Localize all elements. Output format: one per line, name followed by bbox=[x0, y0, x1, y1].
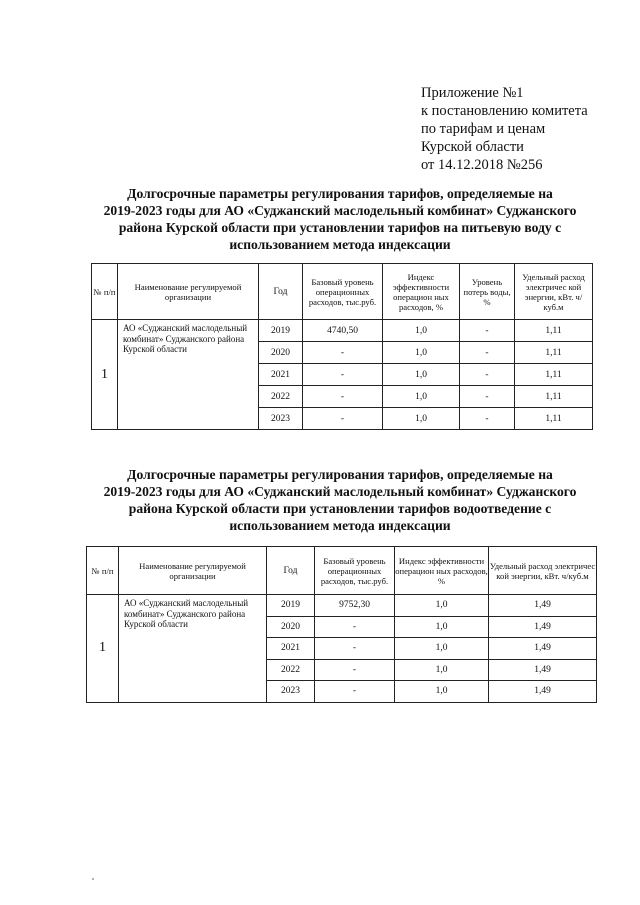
col-header-base: Базовый уровень операционных расходов, тыс.руб. bbox=[303, 264, 383, 320]
cell-base: - bbox=[303, 386, 383, 408]
cell-base: - bbox=[303, 342, 383, 364]
cell-loss: - bbox=[460, 364, 515, 386]
appendix-line-2: к постановлению комитета bbox=[421, 103, 588, 119]
section1-title-line: 2019-2023 годы для АО «Суджанский маслодельный комбинат» Суджанского bbox=[103, 203, 577, 218]
cell-base: - bbox=[315, 681, 395, 703]
col-header-loss: Уровень потерь воды, % bbox=[460, 264, 515, 320]
cell-loss: - bbox=[460, 386, 515, 408]
row-number: 1 bbox=[87, 595, 119, 703]
cell-energy: 1,49 bbox=[489, 681, 597, 703]
col-header-base: Базовый уровень операционных расходов, тыс.руб. bbox=[315, 547, 395, 595]
col-header-energy: Удельный расход электричес кой энергии, кВт. ч/куб.м bbox=[515, 264, 593, 320]
cell-energy: 1,11 bbox=[515, 320, 593, 342]
cell-base: 4740,50 bbox=[303, 320, 383, 342]
organization-name: АО «Суджанский маслодельный комбинат» Суджанского района Курской области bbox=[118, 320, 259, 430]
cell-year: 2019 bbox=[267, 595, 315, 617]
cell-year: 2020 bbox=[267, 616, 315, 638]
cell-year: 2021 bbox=[267, 638, 315, 660]
col-header-org: Наименование регулируемой организации bbox=[118, 264, 259, 320]
appendix-header bbox=[421, 84, 588, 174]
appendix-line-1: Приложение №1 bbox=[421, 85, 524, 101]
cell-index: 1,0 bbox=[383, 320, 460, 342]
section2-title-line: Долгосрочные параметры регулирования тарифов, определяемые на bbox=[127, 467, 553, 482]
cell-year: 2022 bbox=[267, 659, 315, 681]
cell-base: - bbox=[303, 364, 383, 386]
cell-base: 9752,30 bbox=[315, 595, 395, 617]
row-number: 1 bbox=[92, 320, 118, 430]
wastewater-table bbox=[86, 546, 597, 703]
section2-title-line: 2019-2023 годы для АО «Суджанский маслодельный комбинат» Суджанского bbox=[103, 484, 577, 499]
cell-energy: 1,49 bbox=[489, 659, 597, 681]
appendix-line-4: Курской области bbox=[421, 139, 524, 155]
cell-index: 1,0 bbox=[395, 681, 489, 703]
section1-title-line: Долгосрочные параметры регулирования тарифов, определяемые на bbox=[127, 186, 553, 201]
cell-index: 1,0 bbox=[383, 408, 460, 430]
cell-energy: 1,49 bbox=[489, 638, 597, 660]
section1-title-line: использованием метода индексации bbox=[229, 237, 451, 252]
cell-year: 2019 bbox=[259, 320, 303, 342]
col-header-index: Индекс эффективности операцион ных расходов, % bbox=[395, 547, 489, 595]
cell-year: 2021 bbox=[259, 364, 303, 386]
cell-year: 2023 bbox=[259, 408, 303, 430]
section2-title-line: использованием метода индексации bbox=[229, 518, 451, 533]
scan-speck bbox=[92, 878, 94, 880]
section1-title-line: района Курской области при установлении тарифов на питьевую воду с bbox=[118, 220, 562, 235]
cell-energy: 1,11 bbox=[515, 342, 593, 364]
appendix-line-3: по тарифам и ценам bbox=[421, 121, 546, 137]
cell-index: 1,0 bbox=[383, 342, 460, 364]
section1-title bbox=[60, 185, 620, 253]
cell-energy: 1,11 bbox=[515, 408, 593, 430]
cell-index: 1,0 bbox=[395, 638, 489, 660]
appendix-line-5: от 14.12.2018 №256 bbox=[421, 157, 543, 173]
cell-base: - bbox=[303, 408, 383, 430]
col-header-num: № п/п bbox=[92, 264, 118, 320]
cell-energy: 1,11 bbox=[515, 364, 593, 386]
cell-energy: 1,11 bbox=[515, 386, 593, 408]
col-header-num: № п/п bbox=[87, 547, 119, 595]
cell-loss: - bbox=[460, 342, 515, 364]
cell-year: 2023 bbox=[267, 681, 315, 703]
col-header-year: Год bbox=[259, 264, 303, 320]
col-header-index: Индекс эффективности операцион ных расходов, % bbox=[383, 264, 460, 320]
water-supply-table bbox=[91, 263, 593, 430]
cell-index: 1,0 bbox=[395, 595, 489, 617]
cell-year: 2022 bbox=[259, 386, 303, 408]
cell-index: 1,0 bbox=[383, 386, 460, 408]
cell-loss: - bbox=[460, 408, 515, 430]
cell-base: - bbox=[315, 616, 395, 638]
cell-loss: - bbox=[460, 320, 515, 342]
col-header-year: Год bbox=[267, 547, 315, 595]
cell-index: 1,0 bbox=[383, 364, 460, 386]
section2-title bbox=[60, 466, 620, 534]
section2-title-line: района Курской области при установлении тарифов водоотведение с bbox=[128, 501, 552, 516]
table-row bbox=[92, 320, 593, 342]
cell-energy: 1,49 bbox=[489, 595, 597, 617]
col-header-energy: Удельный расход электричес кой энергии, кВт. ч/куб.м bbox=[489, 547, 597, 595]
table-row bbox=[87, 595, 597, 617]
table-header-row bbox=[92, 264, 593, 320]
cell-index: 1,0 bbox=[395, 659, 489, 681]
cell-index: 1,0 bbox=[395, 616, 489, 638]
cell-energy: 1,49 bbox=[489, 616, 597, 638]
organization-name: АО «Суджанский маслодельный комбинат» Суджанского района Курской области bbox=[119, 595, 267, 703]
cell-year: 2020 bbox=[259, 342, 303, 364]
cell-base: - bbox=[315, 638, 395, 660]
cell-base: - bbox=[315, 659, 395, 681]
table-header-row bbox=[87, 547, 597, 595]
col-header-org: Наименование регулируемой организации bbox=[119, 547, 267, 595]
